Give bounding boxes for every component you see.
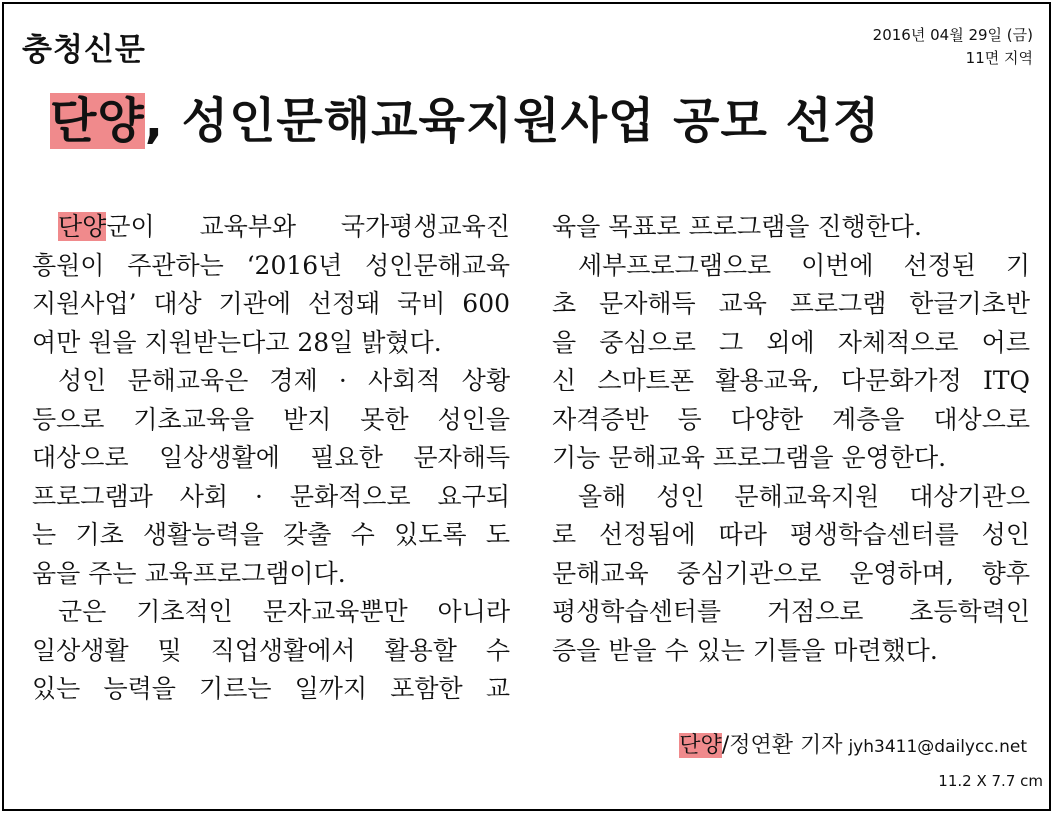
byline-highlight: 단양 bbox=[679, 733, 722, 758]
article-line bbox=[32, 208, 510, 247]
article-line: 자격증반 등 다양한 계층을 대상으로 bbox=[552, 404, 1030, 434]
headline-text: , 성인문해교육지원사업 공모 선정 bbox=[144, 93, 881, 149]
article-right-column bbox=[552, 208, 1030, 670]
article-line: 신 스마트폰 활용교육, 다문화가정 ITQ bbox=[552, 366, 1030, 395]
reporter-email: jyh3411@dailycc.net bbox=[848, 737, 1027, 757]
article-line: 있는 능력을 기르는 일까지 포함한 교 bbox=[32, 674, 510, 703]
byline bbox=[679, 728, 1027, 759]
article-line: 일상생활 및 직업생활에서 활용할 수 bbox=[32, 635, 510, 665]
article-line: 등으로 기초교육을 받지 못한 성인을 bbox=[32, 404, 510, 434]
clip-size: 11.2 X 7.7 cm bbox=[938, 772, 1043, 790]
article-line: 움을 주는 교육프로그램이다. bbox=[32, 558, 346, 588]
headline bbox=[50, 82, 1010, 151]
article-line: 군은 기초적인 문자교육뿐만 아니라 bbox=[58, 597, 510, 626]
publication-date: 2016년 04월 29일 (금) bbox=[872, 26, 1033, 44]
article-line: 을 중심으로 그 외에 자체적으로 어르 bbox=[552, 327, 1030, 357]
article-line: 육을 목표로 프로그램을 진행한다. bbox=[552, 212, 922, 241]
article-line: 프로그램과 사회 · 문화적으로 요구되 bbox=[32, 481, 510, 511]
page-info: 11면 지역 bbox=[965, 49, 1033, 67]
article-line: 흥원이 주관하는 ‘2016년 성인문해교육 bbox=[32, 250, 510, 280]
newspaper-name: 충청신문 bbox=[22, 32, 146, 68]
headline-highlight: 단양 bbox=[50, 93, 145, 149]
article-line: 평생학습센터를 거점으로 초등학력인 bbox=[552, 597, 1030, 626]
article-line: 문해교육 중심기관으로 운영하며, 향후 bbox=[552, 558, 1030, 588]
body-highlight: 단양 bbox=[58, 212, 107, 241]
article-line: 증을 받을 수 있는 기틀을 마련했다. bbox=[552, 635, 938, 665]
article-line: 올해 성인 문해교육지원 대상기관으 bbox=[578, 481, 1030, 511]
article-line: 지원사업’ 대상 기관에 선정돼 국비 600 bbox=[32, 289, 510, 318]
article-line: 대상으로 일상생활에 필요한 문자해득 bbox=[32, 443, 510, 472]
article-line: 는 기초 생활능력을 갖출 수 있도록 도 bbox=[32, 520, 510, 549]
body-text: 군이 교육부와 국가평생교육진 bbox=[106, 212, 510, 241]
article-line: 여만 원을 지원받는다고 28일 밝혔다. bbox=[32, 327, 442, 357]
article-line: 성인 문해교육은 경제 · 사회적 상황 bbox=[58, 366, 510, 395]
article-line: 기능 문해교육 프로그램을 운영한다. bbox=[552, 443, 947, 472]
article-line: 로 선정됨에 따라 평생학습센터를 성인 bbox=[552, 520, 1030, 549]
article-left-column bbox=[32, 208, 510, 709]
article-line: 세부프로그램으로 이번에 선정된 기 bbox=[578, 250, 1030, 280]
dateline bbox=[873, 24, 1033, 70]
reporter-name: /정연환 기자 bbox=[721, 733, 843, 758]
article-line: 초 문자해득 교육 프로그램 한글기초반 bbox=[552, 289, 1030, 318]
